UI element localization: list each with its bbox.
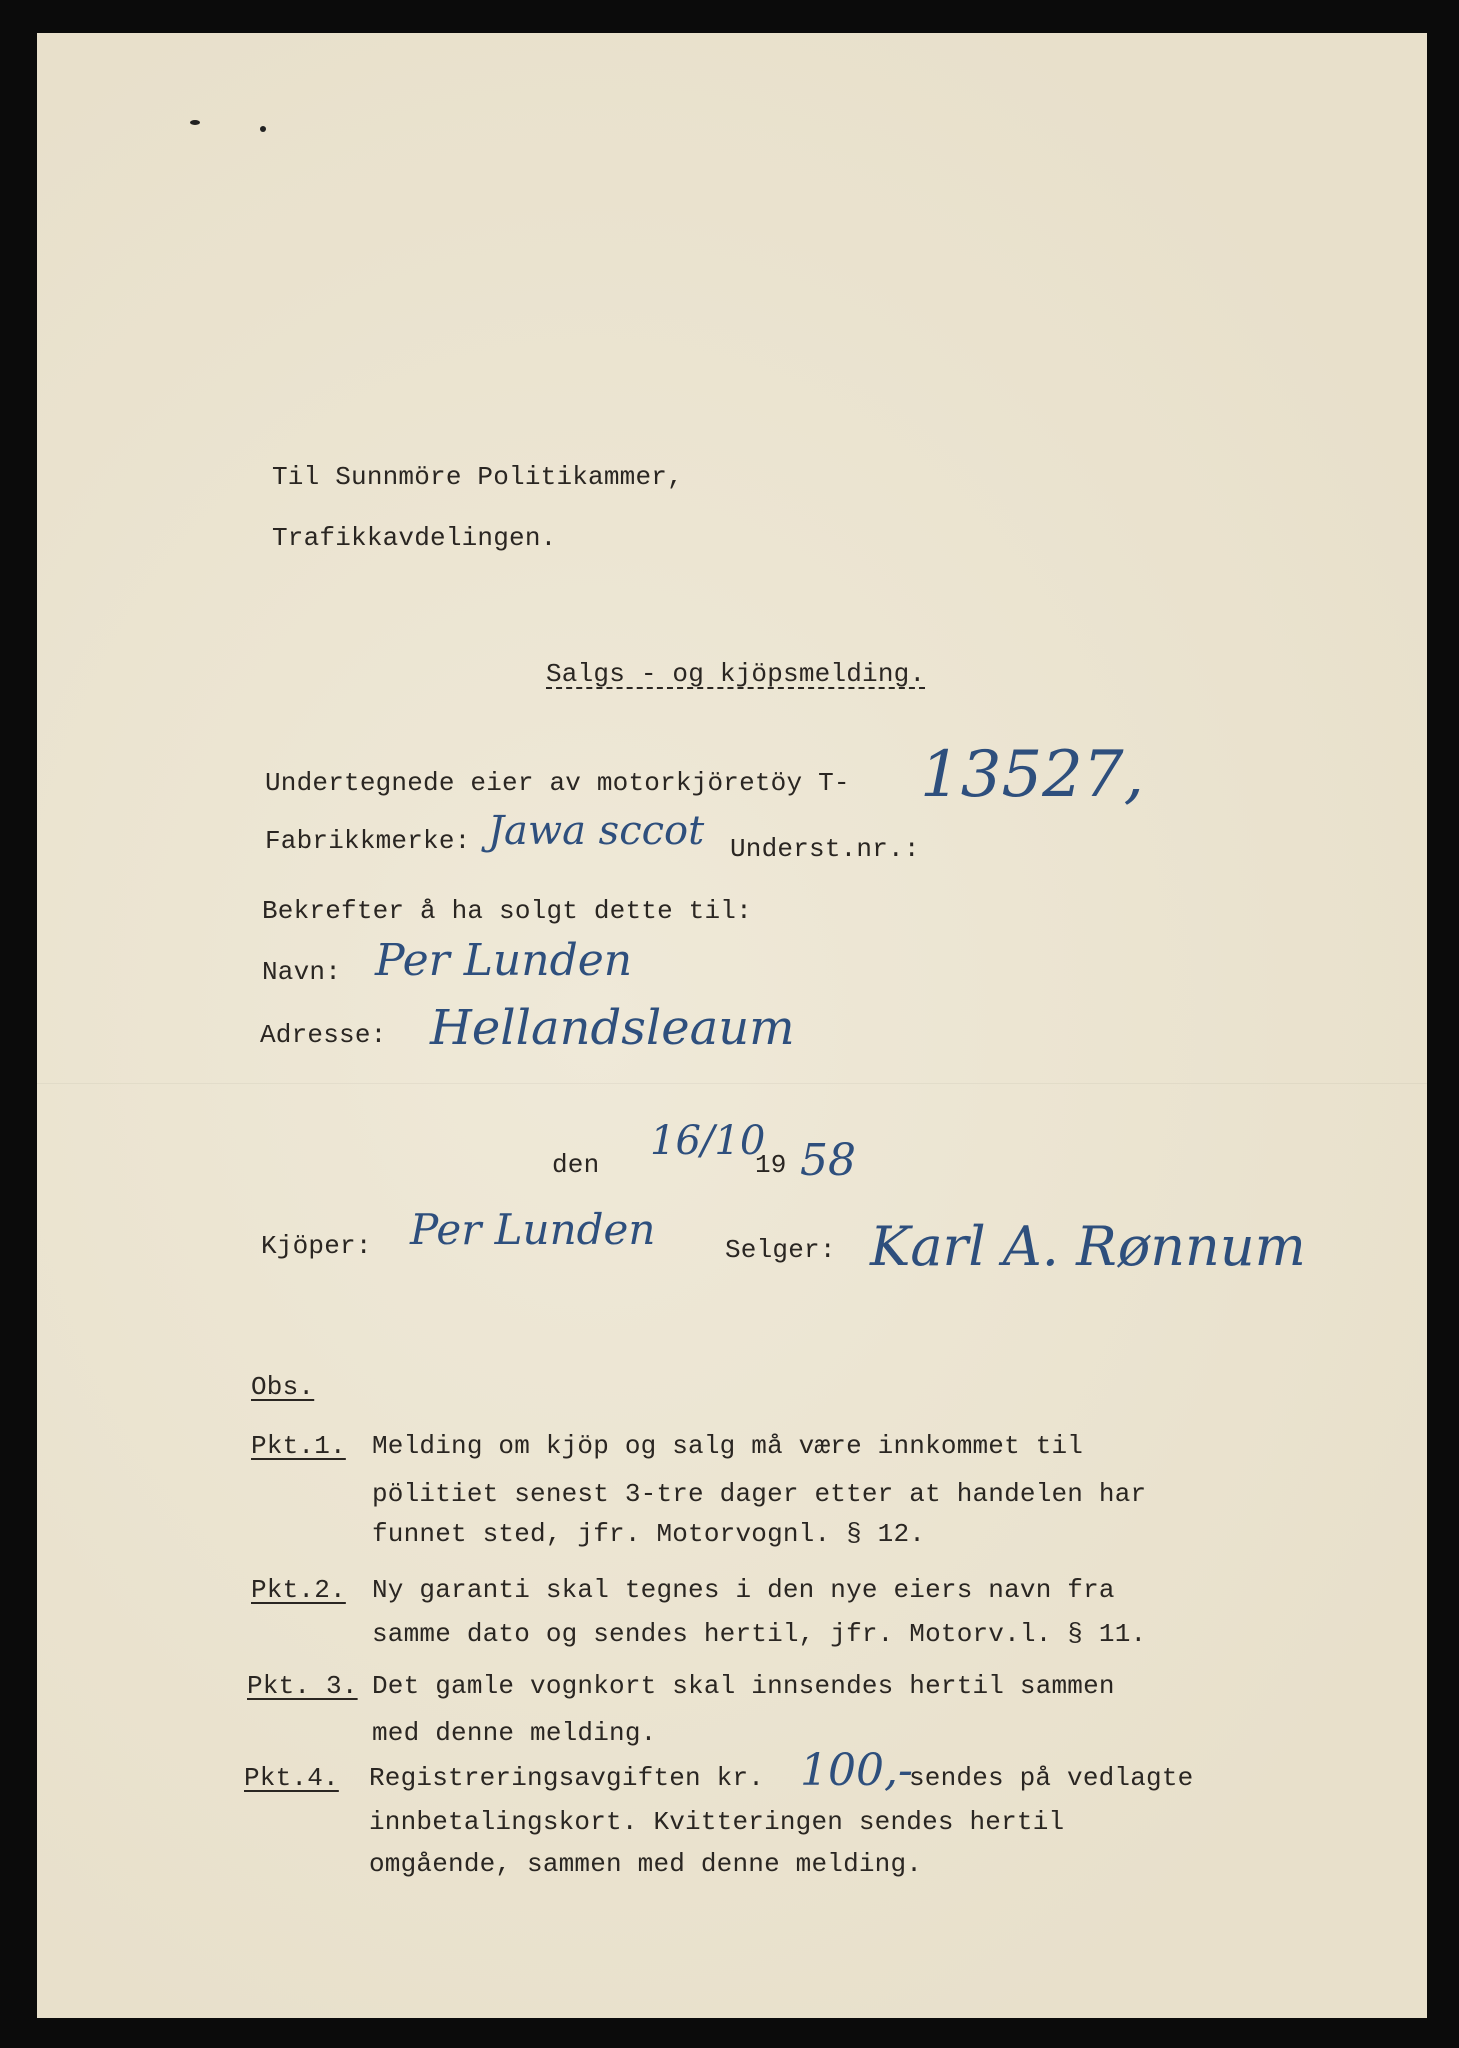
fee-value: 100,- [800, 1745, 913, 1796]
buyer-signature: Per Lunden [410, 1205, 656, 1254]
note-2-line: samme dato og sendes hertil, jfr. Motorv.l. § 11. [372, 1619, 1147, 1649]
name-value: Per Lunden [375, 935, 633, 986]
year-value: 58 [800, 1135, 856, 1186]
note-4-label: Pkt.4. [244, 1763, 339, 1793]
address-value: Hellandsleaum [430, 1000, 795, 1056]
note-1-label: Pkt.1. [251, 1431, 346, 1461]
buyer-label: Kjöper: [261, 1231, 372, 1261]
recipient-line-2: Trafikkavdelingen. [272, 523, 557, 553]
fold-line [37, 1083, 1427, 1084]
vehicle-number: 13527, [920, 738, 1144, 812]
note-3-line: Det gamle vognkort skal innsendes hertil sammen [372, 1671, 1115, 1701]
note-1-line: Melding om kjöp og salg må være innkommet til [372, 1431, 1084, 1461]
note-4-line: omgående, sammen med denne melding. [369, 1849, 923, 1879]
date-label: den [552, 1150, 600, 1180]
note-1-line: pölitiet senest 3-tre dager etter at handelen har [372, 1479, 1147, 1509]
note-1-line: funnet sted, jfr. Motorvognl. § 12. [372, 1519, 926, 1549]
note-4-line: innbetalingskort. Kvitteringen sendes hertil [369, 1807, 1065, 1837]
date-value: 16/10 [650, 1118, 766, 1164]
note-2-label: Pkt.2. [251, 1575, 346, 1605]
seller-label: Selger: [725, 1235, 836, 1265]
name-label: Navn: [262, 957, 342, 987]
owner-label: Undertegnede eier av motorkjöretöy T- [265, 768, 850, 798]
address-label: Adresse: [260, 1020, 387, 1050]
recipient-line-1: Til Sunnmöre Politikammer, [272, 462, 683, 492]
note-2-line: Ny garanti skal tegnes i den nye eiers navn fra [372, 1575, 1115, 1605]
note-4-line: Registreringsavgiften kr. [369, 1763, 765, 1793]
note-3-line: med denne melding. [372, 1718, 657, 1748]
year-prefix: 19 [755, 1150, 787, 1180]
note-4-line: sendes på vedlagte [909, 1763, 1194, 1793]
notes-heading: Obs. [251, 1372, 315, 1402]
chassis-label: Underst.nr.: [730, 834, 920, 864]
ink-spot [190, 120, 200, 125]
seller-signature: Karl A. Rønnum [870, 1215, 1306, 1278]
make-value: Jawa sccot [488, 808, 705, 854]
ink-spot [260, 126, 266, 132]
note-3-label: Pkt. 3. [247, 1671, 358, 1701]
make-label: Fabrikkmerke: [265, 826, 471, 856]
document-title: Salgs - og kjöpsmelding. [546, 659, 926, 689]
confirm-label: Bekrefter å ha solgt dette til: [262, 896, 752, 926]
